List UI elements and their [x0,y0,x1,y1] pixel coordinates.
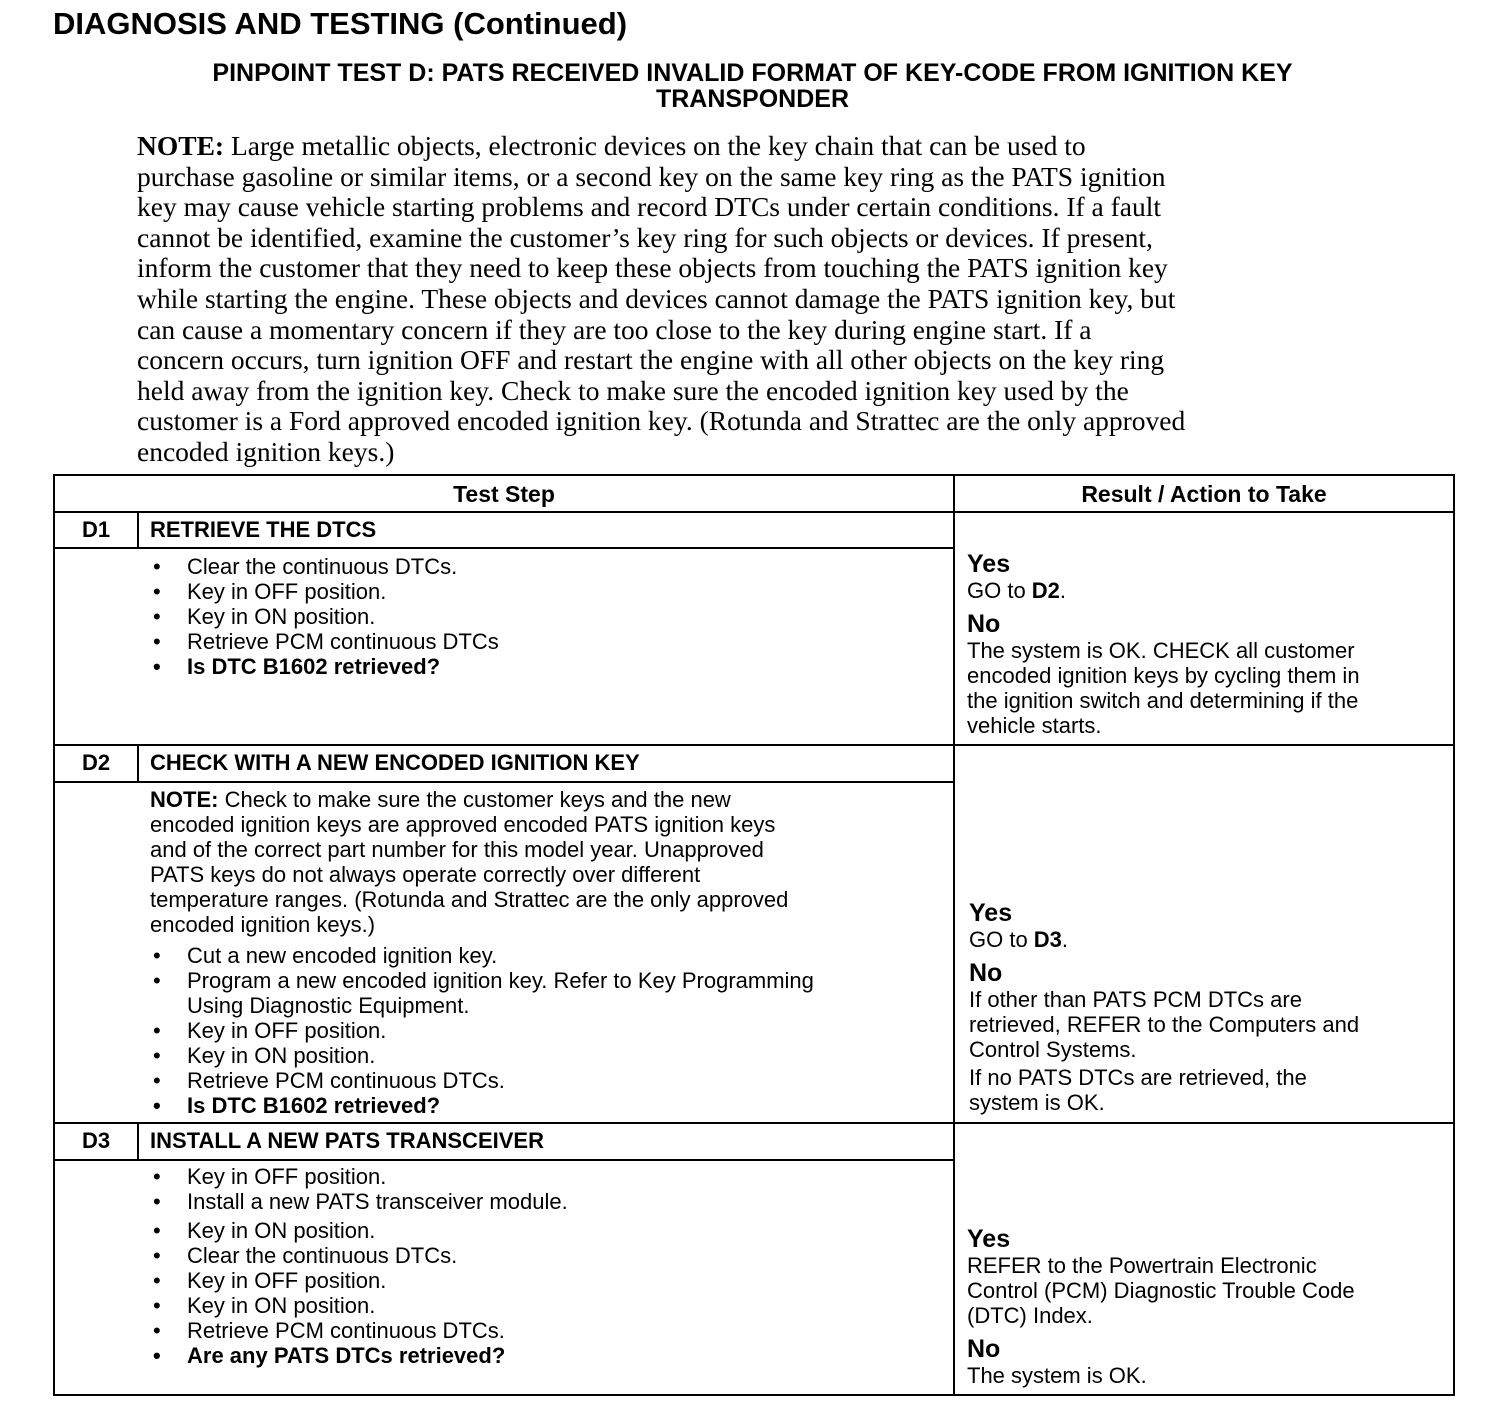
no-action-line: If no PATS DTCs are retrieved, the [969,1065,1307,1090]
action-question: • Is DTC B1602 retrieved? [147,1093,814,1118]
note-line: purchase gasoline or similar items, or a second key on the same key ring as the PATS ignition [137,160,1166,192]
id-divider [137,513,139,548]
step-note-line: and of the correct part number for this model year. Unapproved [150,837,764,862]
no-action-line: encoded ignition keys by cycling them in [967,663,1360,688]
no-label: No [967,610,1001,638]
yes-action-suffix: . [1061,927,1069,952]
action-item: • Install a new PATS transceiver module. [147,1189,568,1214]
action-item: • Retrieve PCM continuous DTCs [147,629,499,654]
note-text: Large metallic objects, electronic devices on the key chain that can be used to [224,130,1086,161]
step-title-d3: INSTALL A NEW PATS TRANSCEIVER [150,1128,544,1153]
action-item: • Key in ON position. [147,1293,568,1318]
result-d3 [967,1226,1447,1388]
action-item: • Key in OFF position. [147,579,499,604]
test-title-line: TRANSPONDER [655,85,850,113]
action-item: • Key in OFF position. [147,1018,814,1043]
no-action-line: Control Systems. [969,1037,1137,1062]
note-line: customer is a Ford approved encoded ignition key. (Rotunda and Strattec are the only approved [137,405,1186,437]
step-title-d1: RETRIEVE THE DTCS [150,517,377,542]
step-d2-actions [147,943,814,1118]
no-action-line: the ignition switch and determining if the [967,688,1359,713]
no-action-line: retrieved, REFER to the Computers and [969,1012,1360,1037]
no-label: No [969,959,1003,987]
step-id-d2: D2 [81,750,111,775]
action-item-continued [147,993,814,1018]
note-line: can cause a momentary concern if they are too close to the key during engine start. If a [137,313,1092,345]
step-title-d2: CHECK WITH A NEW ENCODED IGNITION KEY [150,750,640,775]
action-item: • Key in OFF position. [147,1164,568,1189]
no-action-line: The system is OK. CHECK all customer [967,638,1355,663]
yes-action-line: (DTC) Index. [967,1303,1093,1328]
header-result: Result / Action to Take [1081,481,1327,507]
no-label: No [967,1335,1001,1363]
action-question: • Are any PATS DTCs retrieved? [147,1343,568,1368]
general-note [137,131,1377,468]
action-item: • Retrieve PCM continuous DTCs. [147,1318,568,1343]
step-id-d1: D1 [81,517,111,542]
row-divider [55,781,953,783]
action-item: • Key in ON position. [147,1218,568,1243]
yes-target: D2 [1031,578,1060,603]
action-item: • Key in OFF position. [147,1268,568,1293]
no-action-line: vehicle starts. [967,713,1102,738]
action-item: • Retrieve PCM continuous DTCs. [147,1068,814,1093]
row-divider [55,1159,953,1161]
no-action-line: If other than PATS PCM DTCs are [969,987,1302,1012]
note-line: encoded ignition keys.) [137,435,395,467]
section-title: DIAGNOSIS AND TESTING (Continued) [53,6,628,41]
step-d2-note [150,787,950,937]
note-line: key may cause vehicle starting problems and record DTCs under certain conditions. If a fault [137,191,1162,223]
action-item: • Key in ON position. [147,1043,814,1068]
pinpoint-test-title [130,60,1375,112]
step-note-label: NOTE: [150,787,219,812]
note-line: while starting the engine. These objects and devices cannot damage the PATS ignition key, but [137,282,1176,314]
note-line: held away from the ignition key. Check to make sure the encoded ignition key used by the [137,374,1129,406]
step-note-line: PATS keys do not always operate correctly over different [150,862,701,887]
note-line [137,131,1377,162]
step-d1-actions [147,554,499,679]
id-divider [137,746,139,781]
yes-action-line: REFER to the Powertrain Electronic [967,1253,1317,1278]
step-note-line: encoded ignition keys.) [150,912,376,937]
action-item-continued-text: Using Diagnostic Equipment. [187,993,470,1018]
note-line: cannot be identified, examine the customer’s key ring for such objects or devices. If present, [137,221,1153,253]
action-item: • Key in ON position. [147,604,499,629]
step-id-d3: D3 [81,1128,111,1153]
yes-action [969,927,1449,952]
step-note-line: encoded ignition keys are approved encoded PATS ignition keys [150,812,776,837]
step-note-line [150,787,950,812]
no-action-line: The system is OK. [967,1363,1147,1388]
test-title-line: PINPOINT TEST D: PATS RECEIVED INVALID FORMAT OF KEY-CODE FROM IGNITION KEY [212,59,1293,87]
yes-action-text: GO to [969,927,1034,952]
column-divider [953,476,955,1394]
yes-target: D3 [1033,927,1062,952]
header-test-step: Test Step [453,481,555,507]
yes-action-suffix: . [1059,578,1067,603]
action-item: • Program a new encoded ignition key. Refer to Key Programming [147,968,814,993]
note-line: inform the customer that they need to keep these objects from touching the PATS ignition key [137,252,1168,284]
id-divider [137,1124,139,1159]
step-note-text: Check to make sure the customer keys and the new [218,787,731,812]
action-item: • Clear the continuous DTCs. [147,554,499,579]
note-label: NOTE: [137,130,225,161]
action-item: • Clear the continuous DTCs. [147,1243,568,1268]
row-divider [55,547,953,549]
step-note-line: temperature ranges. (Rotunda and Strattec are the only approved [150,887,789,912]
yes-action [967,578,1447,603]
no-action-line: system is OK. [969,1090,1105,1115]
yes-action-text: GO to [967,578,1032,603]
yes-label: Yes [969,899,1013,927]
result-d2 [969,900,1449,1115]
action-question: • Is DTC B1602 retrieved? [147,654,499,679]
result-d1 [967,551,1447,738]
step-d3-actions [147,1164,568,1368]
action-item: • Cut a new encoded ignition key. [147,943,814,968]
yes-label: Yes [967,1225,1011,1253]
yes-label: Yes [967,550,1011,578]
note-line: concern occurs, turn ignition OFF and restart the engine with all other objects on the key ring [137,344,1165,376]
yes-action-line: Control (PCM) Diagnostic Trouble Code [967,1278,1355,1303]
test-step-table [53,474,1455,1396]
